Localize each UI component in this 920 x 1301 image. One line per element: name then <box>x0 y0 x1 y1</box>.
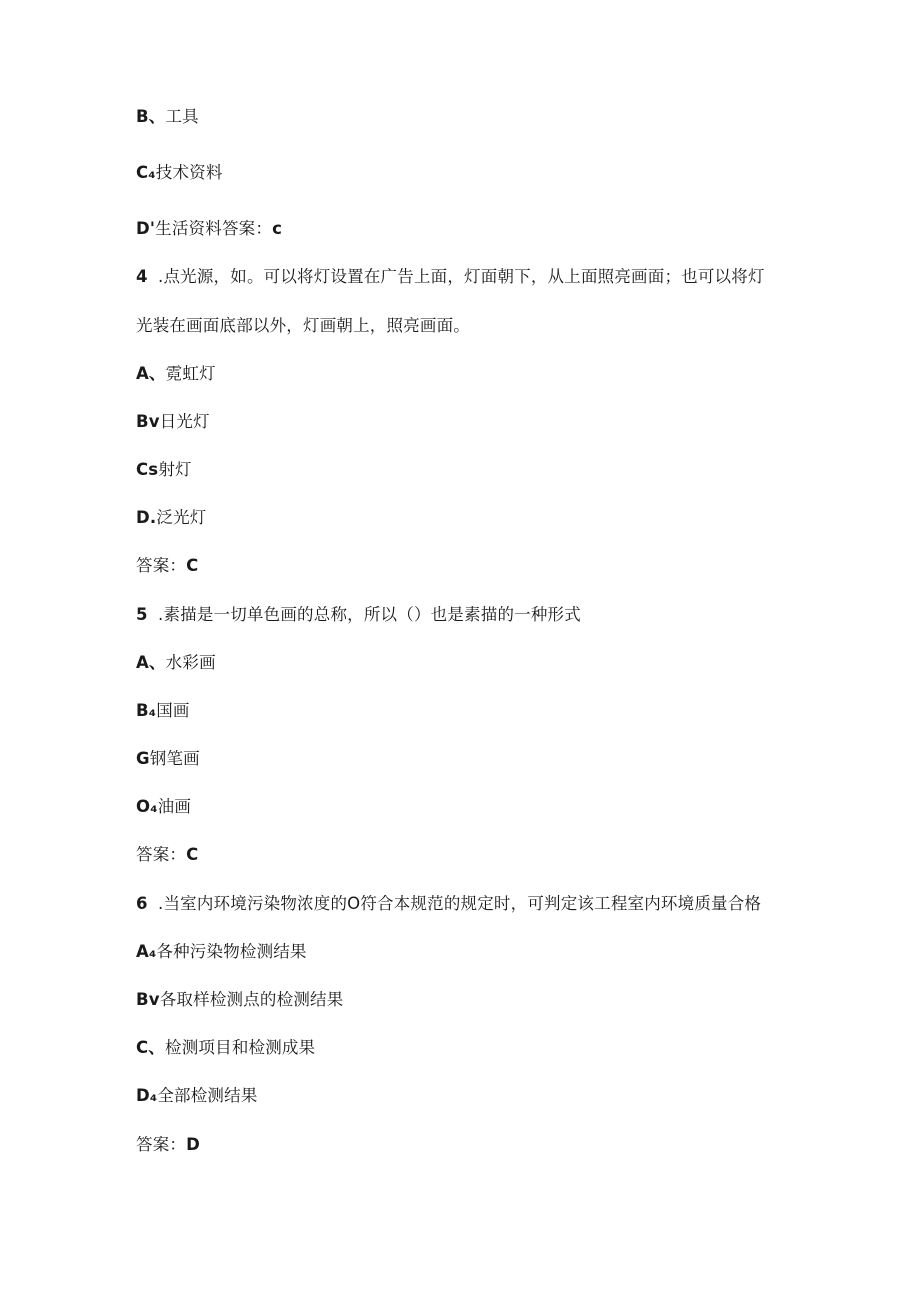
q5-option-b <box>136 699 190 723</box>
option-label: O₄ <box>136 797 158 816</box>
q4-option-b <box>136 410 210 434</box>
q6-option-d <box>136 1084 258 1108</box>
question-5 <box>136 603 581 627</box>
option-text: 射灯 <box>158 460 192 479</box>
option-d-with-answer <box>136 217 282 241</box>
option-c-technical-materials <box>136 161 223 185</box>
option-text: 泛光灯 <box>156 508 207 527</box>
q6-answer <box>136 1133 200 1157</box>
question-number: 6 <box>136 894 148 913</box>
q6-option-b <box>136 988 343 1012</box>
answer-label: 答案： <box>136 1135 187 1154</box>
option-label: Bv <box>136 412 160 431</box>
q4-option-c <box>136 458 192 482</box>
q5-option-a <box>136 651 216 675</box>
option-text: 全部检测结果 <box>157 1086 258 1105</box>
option-label: G <box>136 749 150 768</box>
option-label: D. <box>136 508 157 527</box>
option-label: D' <box>136 219 156 238</box>
option-text: 国画 <box>156 701 190 720</box>
option-text: 各种污染物检测结果 <box>156 942 307 961</box>
option-label: Bv <box>136 990 160 1009</box>
q5-option-c <box>136 747 200 771</box>
option-label: A、 <box>136 653 166 672</box>
answer-value: C <box>186 556 199 575</box>
question-4-line-1 <box>136 265 765 289</box>
option-text: 工具 <box>165 107 199 126</box>
answer-value: c <box>272 219 283 238</box>
option-label: B₄ <box>136 701 157 720</box>
question-4-line-2 <box>136 314 470 338</box>
question-text: .当室内环境污染物浓度的O符合本规范的规定时，可判定该工程室内环境质量合格 <box>158 894 762 913</box>
question-6 <box>136 892 761 916</box>
option-text: 检测项目和检测成果 <box>165 1038 316 1057</box>
option-label: B、 <box>136 107 166 126</box>
question-number: 4 <box>136 267 148 286</box>
q4-answer <box>136 554 198 578</box>
answer-value: D <box>186 1135 201 1154</box>
answer-label: 答案： <box>136 556 187 575</box>
option-label: A、 <box>136 364 166 383</box>
option-text: 技术资料 <box>155 163 223 182</box>
q6-option-a <box>136 940 307 964</box>
option-text: 霓虹灯 <box>165 364 216 383</box>
option-b-tools <box>136 105 199 129</box>
q5-answer <box>136 843 198 867</box>
option-label: A₄ <box>136 942 157 961</box>
option-text: 钢笔画 <box>149 749 200 768</box>
question-number: 5 <box>136 605 148 624</box>
option-text: 各取样检测点的检测结果 <box>159 990 344 1009</box>
q6-option-c <box>136 1036 315 1060</box>
answer-value: C <box>186 845 199 864</box>
option-label: C、 <box>136 1038 166 1057</box>
option-label: D₄ <box>136 1086 158 1105</box>
question-text: 光装在画面底部以外，灯画朝上，照亮画面。 <box>136 316 470 335</box>
q4-option-d <box>136 506 206 530</box>
question-text: .素描是一切单色画的总称，所以（）也是素描的一种形式 <box>158 605 581 624</box>
answer-label: 答案： <box>136 845 187 864</box>
option-label: Cs <box>136 460 159 479</box>
question-text: .点光源，如。可以将灯设置在广告上面，灯面朝下，从上面照亮画面；也可以将灯 <box>158 267 765 286</box>
option-label: C₄ <box>136 163 156 182</box>
option-text: 日光灯 <box>159 412 210 431</box>
option-text: 油画 <box>157 797 192 816</box>
q4-option-a <box>136 362 216 386</box>
option-text: 水彩画 <box>165 653 216 672</box>
option-text: 生活资料答案： <box>155 219 273 238</box>
q5-option-d <box>136 795 191 819</box>
